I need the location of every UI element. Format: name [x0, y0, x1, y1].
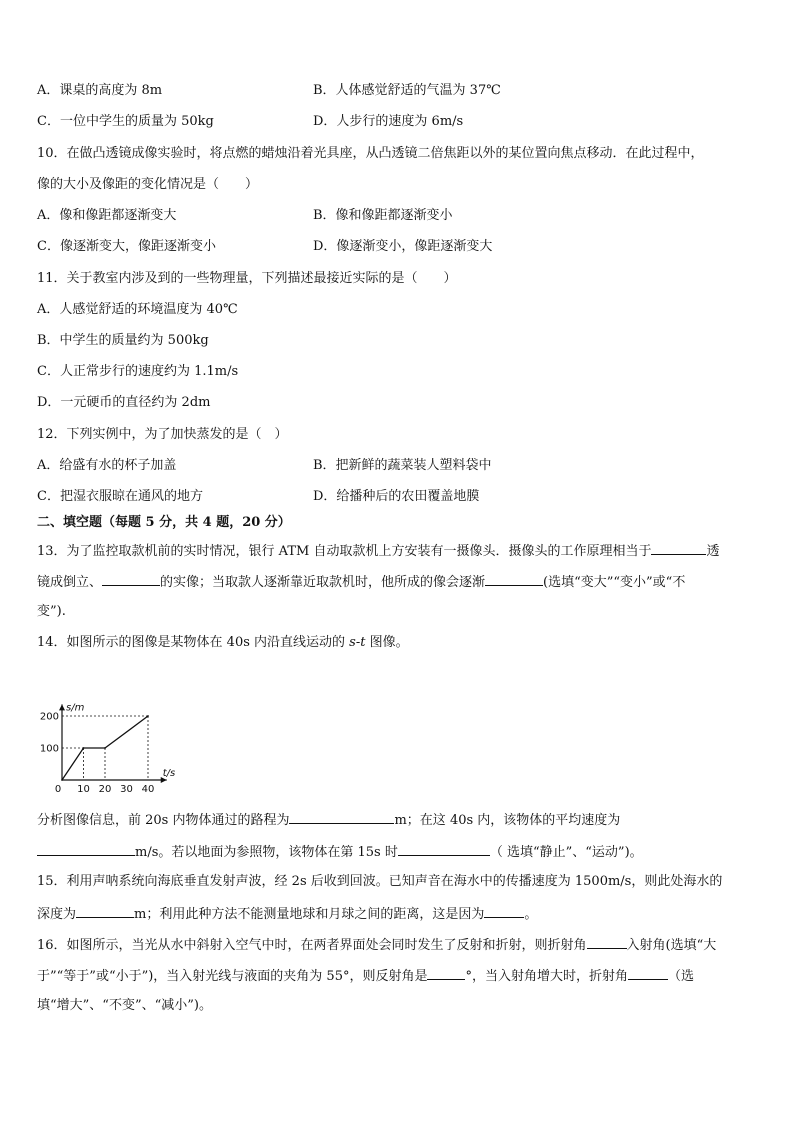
data-point	[147, 715, 149, 717]
data-point	[104, 747, 106, 749]
y-tick-label: 100	[40, 743, 59, 755]
x-tick-label: 10	[77, 784, 90, 795]
q16-text: （选	[668, 969, 695, 984]
q10-stem-line1: 10．在做凸透镜成像实验时，将点燃的蜡烛沿着光具座，从凸透镜二倍焦距以外的某位置向焦点移动．在此过程中，	[37, 146, 704, 161]
q16-line1	[37, 935, 716, 955]
q16-text: 16．如图所示，当光从水中斜射入空气中时，在两者界面处会同时发生了反射和折射，则折射角	[37, 938, 587, 953]
q15-line2	[37, 904, 537, 924]
q14-text: 分析图像信息，前 20s 内物体通过的路程为	[37, 813, 290, 828]
q12-option-d: D．给播种后的农田覆盖地膜	[313, 489, 480, 504]
q12-option-c: C．把湿衣服晾在通风的地方	[37, 489, 203, 504]
q10-stem-line2: 像的大小及像距的变化情况是（ ）	[37, 177, 259, 192]
y-tick-label: 200	[40, 711, 59, 723]
q16-line3: 填“增大”、“不变”、“减小”)。	[37, 998, 212, 1013]
q14-text: m；在这 40s 内，该物体的平均速度为	[394, 813, 621, 828]
q13-line3: 变”).	[37, 604, 66, 619]
data-point	[83, 747, 85, 749]
q10-option-c: C．像逐渐变大，像距逐渐变小	[37, 239, 216, 254]
q12-stem: 12．下列实例中，为了加快蒸发的是（ ）	[37, 427, 288, 442]
q13-text: 镜成倒立、	[37, 575, 103, 590]
q10-option-b: B．像和像距都逐渐变小	[313, 208, 453, 223]
x-tick-label: 30	[120, 784, 133, 795]
q15-text: 深度为	[37, 907, 77, 922]
y-axis-label: s/m	[66, 702, 85, 714]
q9-option-c: C．一位中学生的质量为 50kg	[37, 114, 214, 129]
q11-option-b: B．中学生的质量约为 500kg	[37, 333, 209, 348]
section-heading-fill-in: 二、填空题（每题 5 分，共 4 题，20 分）	[37, 515, 291, 530]
q14-text-italic: s-t	[349, 635, 366, 650]
q14-text: （ 选填“静止”、“运动”)。	[489, 845, 643, 860]
x-tick-label: 20	[98, 784, 112, 795]
x-tick-label: 40	[141, 784, 155, 795]
q14-line2	[37, 810, 620, 830]
q16-text: 入射角(选填“大	[626, 938, 717, 953]
q9-option-d: D．人步行的速度为 6m/s	[313, 114, 464, 129]
q11-option-d: D．一元硬币的直径约为 2dm	[37, 395, 211, 410]
q11-option-c: C．人正常步行的速度约为 1.1m/s	[37, 364, 239, 379]
answer-blank[interactable]	[427, 966, 465, 980]
answer-blank[interactable]	[76, 904, 134, 918]
y-axis-arrow	[59, 704, 65, 710]
answer-blank[interactable]	[484, 904, 524, 918]
q12-option-b: B．把新鲜的蔬菜装人塑料袋中	[313, 458, 492, 473]
q14-text: 14．如图所示的图像是某物体在 40s 内沿直线运动的	[37, 635, 350, 650]
x-axis-label: t/s	[162, 768, 176, 779]
q16-line2	[37, 966, 694, 986]
answer-blank[interactable]	[398, 842, 490, 856]
q12-option-a: A．给盛有水的杯子加盖	[37, 458, 177, 473]
q13-text: 13．为了监控取款机前的实时情况，银行 ATM 自动取款机上方安装有一摄像头．摄像头的工作原理相当于	[37, 544, 652, 559]
x-tick-label: 0	[54, 784, 62, 795]
answer-blank[interactable]	[289, 810, 394, 824]
q14-stem	[37, 634, 409, 652]
data-point	[61, 779, 63, 781]
q16-text: 于”“等于”或“小于”)，当入射光线与液面的夹角为 55°，则反射角是	[37, 969, 428, 984]
q13-text: (选填“变大”“变小”或“不	[543, 575, 686, 590]
q13-line2	[37, 572, 685, 592]
st-graph	[40, 672, 200, 797]
q14-text: 图像。	[365, 635, 409, 650]
q13-text: 透	[706, 544, 720, 559]
q13-text: 的实像；当取款人逐渐靠近取款机时，他所成的像会逐渐	[160, 575, 486, 590]
answer-blank[interactable]	[485, 572, 543, 586]
q14-text: m/s。若以地面为参照物，该物体在第 15s 时	[135, 845, 398, 860]
q10-option-d: D．像逐渐变小，像距逐渐变大	[313, 239, 493, 254]
q15-line1: 15．利用声呐系统向海底垂直发射声波，经 2s 后收到回波。已知声音在海水中的传播速度为 1500m/s，则此处海水的	[37, 874, 723, 889]
q15-text: m；利用此种方法不能测量地球和月球之间的距离，这是因为	[134, 907, 485, 922]
q15-text: 。	[524, 907, 538, 922]
q9-option-b: B．人体感觉舒适的气温为 37℃	[313, 83, 501, 98]
q14-line3	[37, 842, 643, 862]
q16-text: °，当入射角增大时，折射角	[465, 969, 628, 984]
q11-stem: 11．关于教室内涉及到的一些物理量，下列描述最接近实际的是（ ）	[37, 271, 457, 286]
q11-option-a: A．人感觉舒适的环境温度为 40℃	[37, 302, 238, 317]
q13-line1	[37, 541, 719, 561]
q9-option-a: A．课桌的高度为 8m	[37, 83, 163, 98]
answer-blank[interactable]	[37, 842, 135, 856]
q10-option-a: A．像和像距都逐渐变大	[37, 208, 177, 223]
answer-blank[interactable]	[651, 541, 706, 555]
answer-blank[interactable]	[102, 572, 160, 586]
answer-blank[interactable]	[587, 935, 627, 949]
answer-blank[interactable]	[628, 966, 668, 980]
